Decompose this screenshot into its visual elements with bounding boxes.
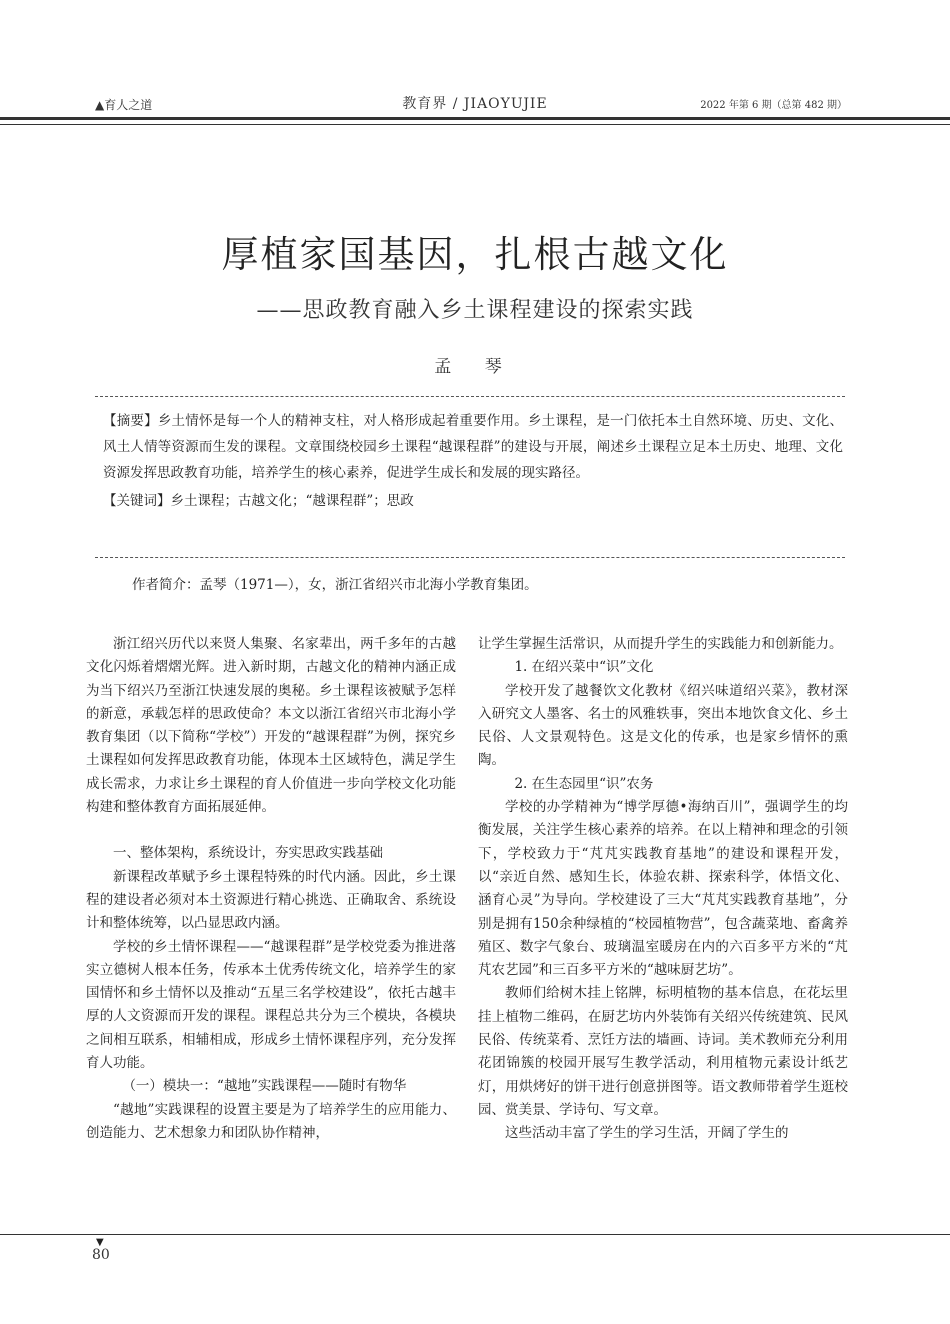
- author-bio: 作者简介：孟琴（1971—），女，浙江省绍兴市北海小学教育集团。: [132, 577, 538, 593]
- footer-rule: [0, 1234, 950, 1235]
- body-paragraph: 学校的办学精神为“博学厚德•海纳百川”，强调学生的均衡发展，关注学生核心素养的培养。在以上精神和理念的引领下，学校致力于“芃芃实践教育基地”的建设和课程开发，以“亲近自然、感知生长，体验农耕、探索科学，体悟文化、涵育心灵”为导向。学校建设了三大“芃芃实践教育基地”，分别是拥有150余种绿植的“校园植物营”，包含蔬菜地、畜禽养殖区、数字气象台、玻璃温室暖房在内的六百多平方米的“芃芃农艺园”和三百多平方米的“越味厨艺坊”。: [478, 799, 848, 979]
- body-right-column: [478, 633, 848, 1146]
- issue-info: 2022 年第 6 期（总第 482 期）: [700, 100, 847, 111]
- abstract-top-divider: [95, 396, 845, 397]
- body-paragraph: 教师们给树木挂上铭牌，标明植物的基本信息，在花坛里挂上植物二维码，在厨艺坊内外装饰有关绍兴传统建筑、民风民俗、传统菜肴、烹饪方法的墙画、诗词。美术教师充分利用花团锦簇的校园开展写生教学活动，利用植物元素设计纸艺灯，用烘烤好的饼干进行创意拼图等。语文教师带着学生逛校园、赏美景、学诗句、写文章。: [478, 985, 848, 1118]
- body-paragraph: 学校的乡土情怀课程——“越课程群”是学校党委为推进落实立德树人根本任务，传承本土优秀传统文化，培养学生的家国情怀和乡土情怀以及推动“五星三名学校建设”，依托古越丰厚的人文资源而开发的课程。课程总共分为三个模块，各模块之间相互联系，相辅相成，形成乡土情怀课程序列，充分发挥育人功能。: [86, 938, 456, 1072]
- article-author: 孟 琴: [434, 357, 516, 377]
- header-rule-thick: [0, 117, 950, 120]
- section-label: ▲育人之道: [95, 98, 153, 112]
- abstract-text: 【摘要】乡土情怀是每一个人的精神支柱，对人格形成起着重要作用。乡土课程，是一门依托本土自然环境、历史、文化、风土人情等资源而生发的课程。文章围绕校园乡土课程“越课程群”的建设与开展，阐述乡土课程立足本土历史、地理、文化资源发挥思政教育功能，培养学生的核心素养，促进学生成长和发展的现实路径。: [103, 413, 843, 481]
- journal-name: 教育界 / JIAOYUJIE: [402, 96, 548, 112]
- body-paragraph: 让学生掌握生活常识，从而提升学生的实践能力和创新能力。: [478, 636, 843, 652]
- abstract-block: [103, 408, 843, 514]
- running-header: [95, 93, 855, 113]
- subsection-heading: 2. 在生态园里“识”农务: [514, 775, 654, 792]
- subsection-heading: 1. 在绍兴菜中“识”文化: [514, 659, 654, 676]
- body-paragraph: “越地”实践课程的设置主要是为了培养学生的应用能力、创造能力、艺术想象力和团队协作精神，: [86, 1101, 456, 1141]
- body-paragraph: 这些活动丰富了学生的学习生活，开阔了学生的: [505, 1125, 789, 1142]
- article-subtitle: ——思政教育融入乡土课程建设的探索实践: [256, 298, 694, 323]
- page-number: 80: [92, 1247, 110, 1263]
- body-left-column: [86, 633, 456, 1145]
- article-title: 厚植家国基因，扎根古越文化: [221, 233, 729, 276]
- body-paragraph: 学校开发了越餐饮文化教材《绍兴味道绍兴菜》，教材深入研究文人墨客、名士的风雅轶事，突出本地饮食文化、乡土民俗、人文景观特色。这是文化的传承，也是家乡情怀的熏陶。: [478, 682, 848, 769]
- header-rule-thin: [0, 124, 950, 125]
- footer-marker: ▼: [96, 1237, 104, 1248]
- section-heading: 一、整体架构，系统设计，夯实思政实践基础: [113, 845, 383, 862]
- abstract-bottom-divider: [95, 557, 845, 558]
- body-paragraph: 新课程改革赋予乡土课程特殊的时代内涵。因此，乡土课程的建设者必须对本土资源进行精心挑选、正确取舍、系统设计和整体统筹，以凸显思政内涵。: [86, 868, 456, 932]
- keywords-text: 【关键词】乡土课程；古越文化；“越课程群”；思政: [103, 493, 414, 509]
- subsection-heading: （一）模块一：“越地”实践课程——随时有物华: [122, 1078, 407, 1095]
- body-paragraph: 浙江绍兴历代以来贤人集聚、名家辈出，两千多年的古越文化闪烁着熠熠光辉。进入新时期，古越文化的精神内涵正成为当下绍兴乃至浙江快速发展的奥秘。乡土课程该被赋予怎样的新意，承载怎样的思政使命？本文以浙江省绍兴市北海小学教育集团（以下简称“学校”）开发的“越课程群”为例，探究乡土课程如何发挥思政教育功能，体现本土区域特色，满足学生成长需求，力求让乡土课程的育人价值进一步向学校文化功能构建和整体教育方面拓展延伸。: [86, 636, 456, 816]
